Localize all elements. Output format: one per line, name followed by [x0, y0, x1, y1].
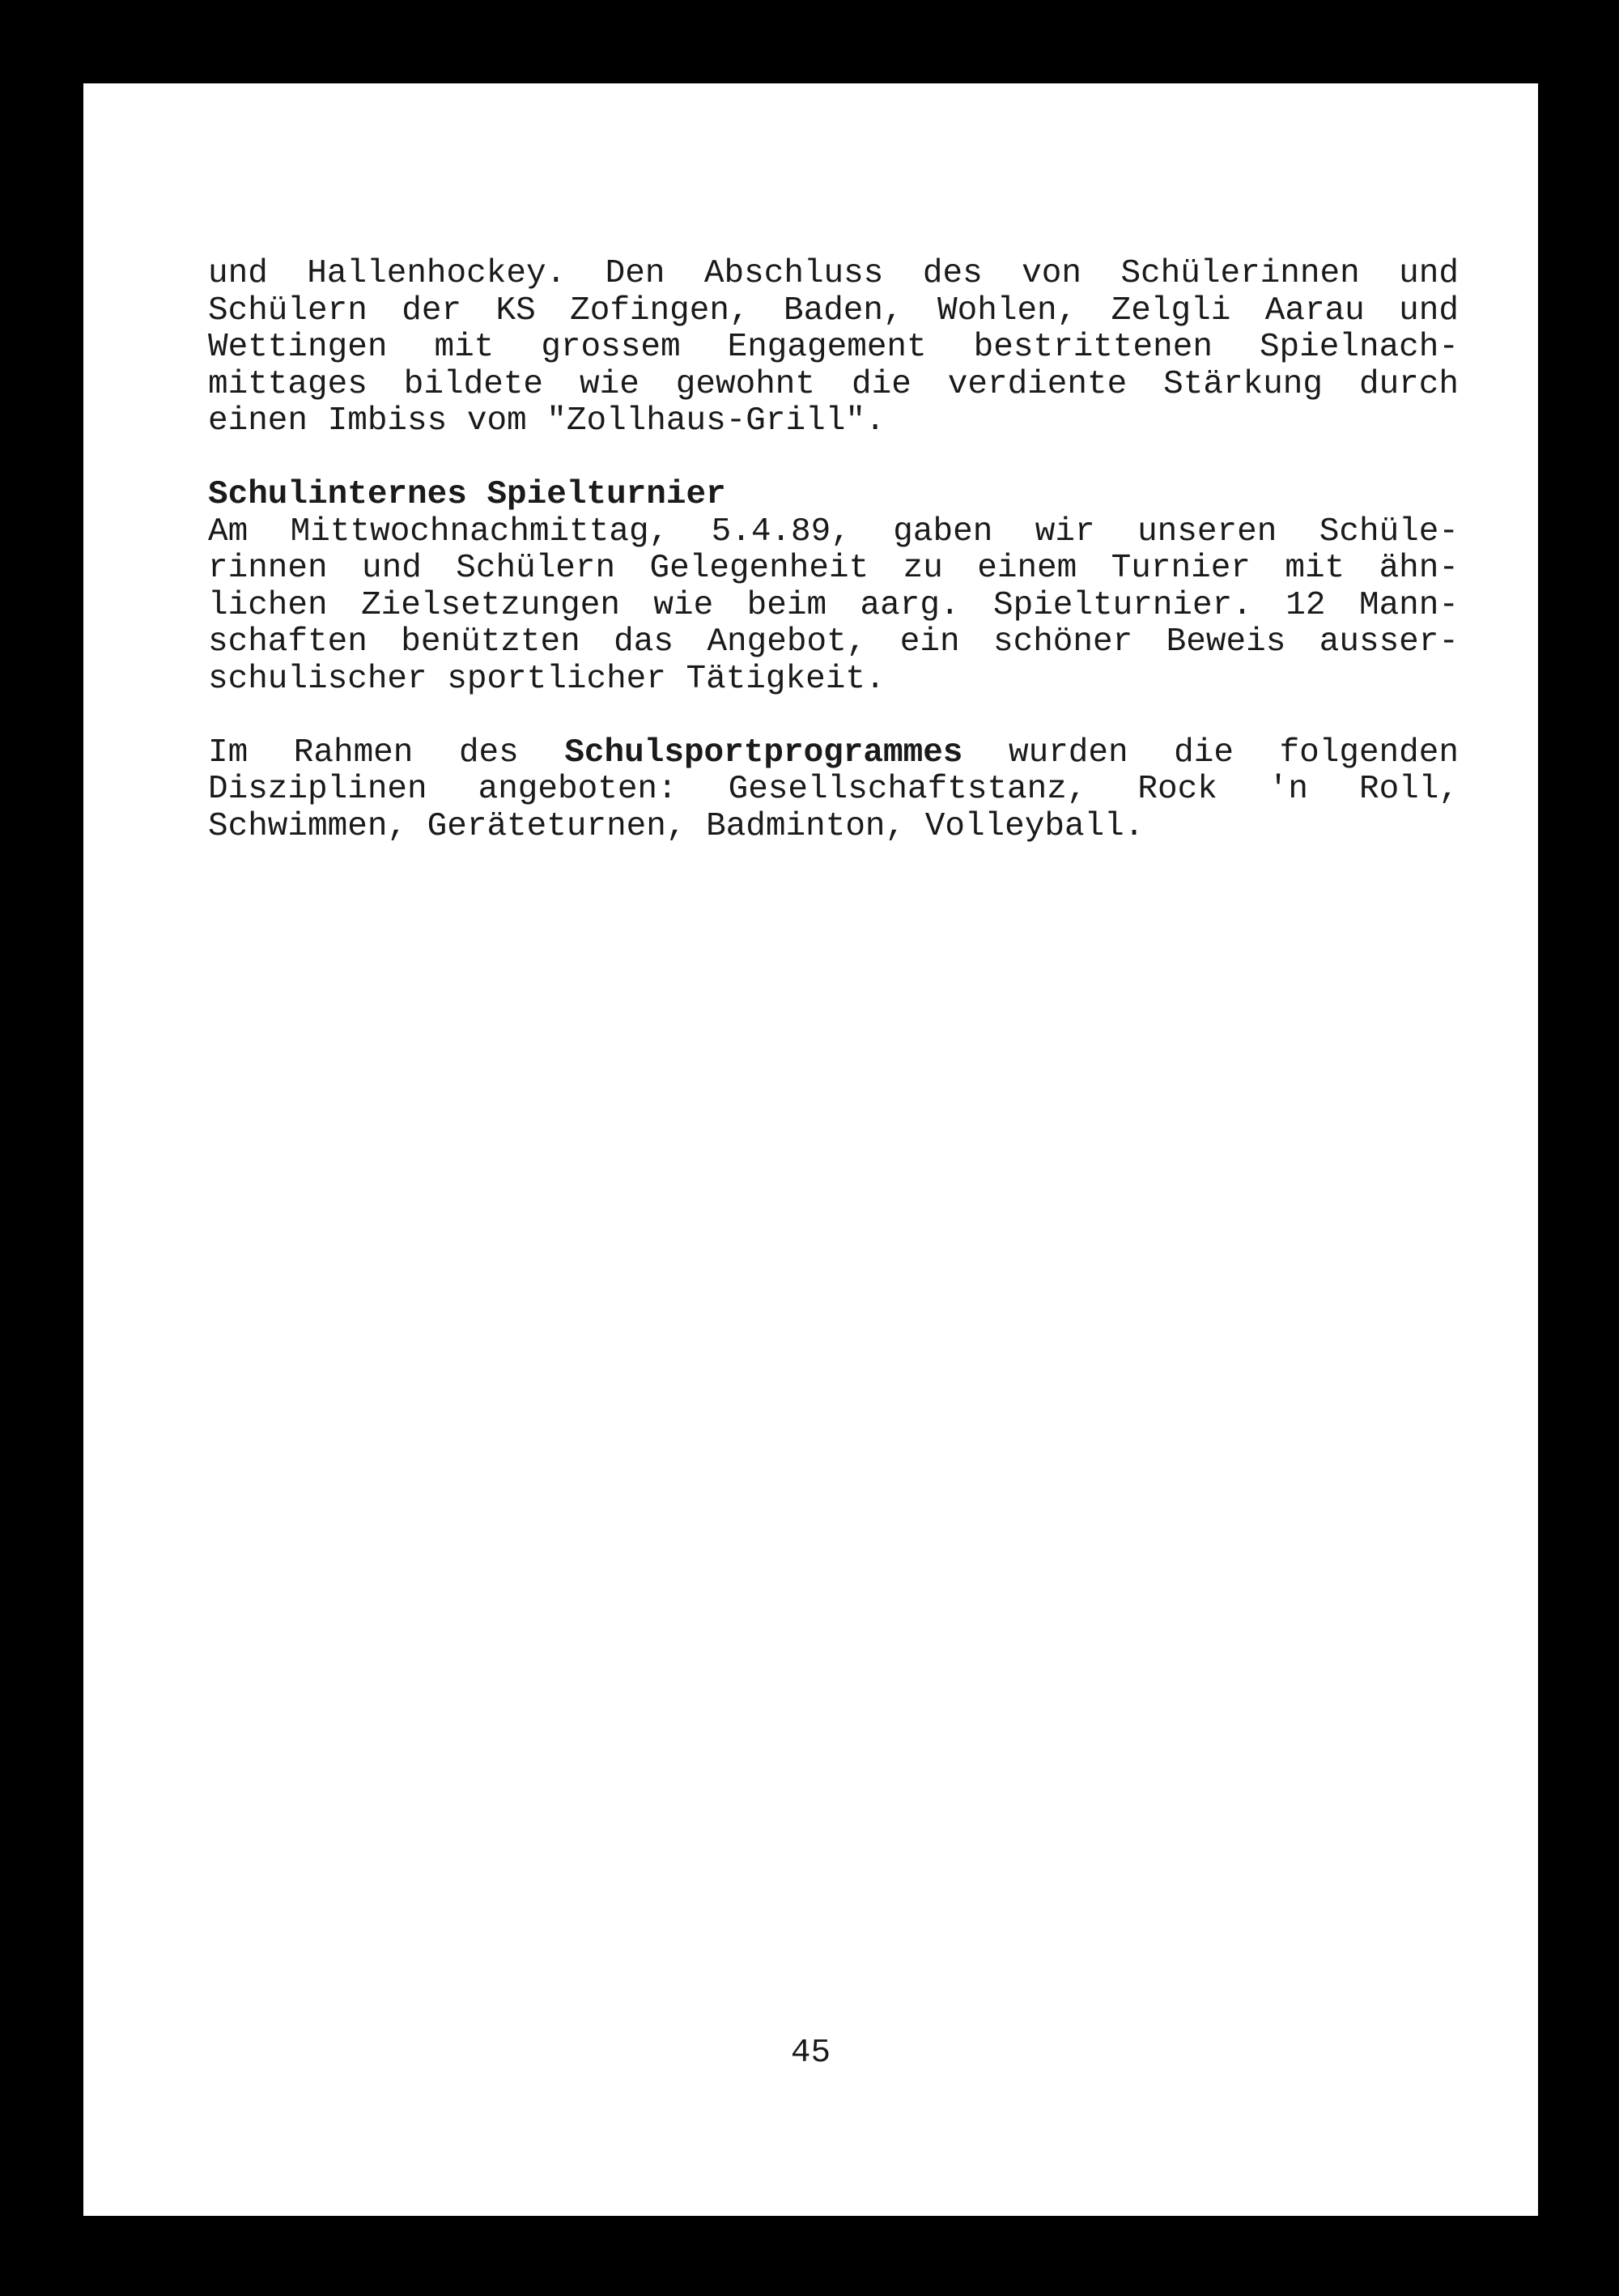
document-page: [83, 83, 1538, 2216]
section-spielturnier: [208, 477, 1459, 698]
paragraph-gap: [208, 440, 1459, 478]
page-number: 45: [790, 2035, 831, 2072]
text-line: Am Mittwochnachmittag, 5.4.89, gaben wir unseren Schüle-: [208, 512, 1459, 551]
text-line: mittages bildete wie gewohnt die verdiente Stärkung durch: [208, 365, 1459, 403]
text-line: schulischer sportlicher Tätigkeit.: [208, 660, 886, 698]
text-line: einen Imbiss vom "Zollhaus-Grill".: [208, 402, 886, 440]
text-line: lichen Zielsetzungen wie beim aarg. Spielturnier. 12 Mann-: [208, 586, 1459, 624]
text-line: und Hallenhockey. Den Abschluss des von Schülerinnen und: [208, 255, 1459, 292]
text-line: Wettingen mit grossem Engagement bestrittenen Spielnach-: [208, 329, 1459, 366]
section-heading: Schulinternes Spielturnier: [208, 476, 726, 513]
bold-term: Schulsportprogrammes: [564, 733, 963, 772]
text-segment: wurden die folgenden: [1008, 733, 1459, 772]
text-line: schaften benützten das Angebot, ein schöner Beweis ausser-: [208, 623, 1459, 661]
paragraph-gap: [208, 698, 1459, 735]
text-line: rinnen und Schülern Gelegenheit zu einem Turnier mit ähn-: [208, 550, 1459, 587]
text-line: Schülern der KS Zofingen, Baden, Wohlen, Zelgli Aarau und: [208, 291, 1459, 330]
text-segment: Im Rahmen des: [208, 733, 519, 772]
page-content: [208, 256, 1459, 845]
text-line: Schwimmen, Geräteturnen, Badminton, Volleyball.: [208, 807, 1145, 845]
paragraph-schulsport: [208, 735, 1459, 846]
paragraph-imbiss: [208, 256, 1459, 440]
text-line: Disziplinen angeboten: Gesellschaftstanz, Rock 'n Roll,: [208, 771, 1459, 808]
text-line: [208, 735, 1459, 772]
